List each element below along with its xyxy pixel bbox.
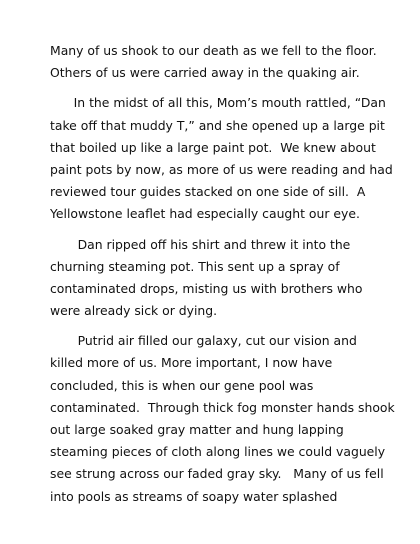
paragraph-line: Dan ripped off his shirt and threw it into the <box>50 236 351 252</box>
paragraph-line: out large soaked gray matter and hung lapping <box>50 422 344 437</box>
paragraph-line: contaminated. Through thick fog monster hands shook <box>50 399 395 415</box>
paragraph-line: take off that muddy T,” and she opened up a large pit <box>50 117 385 133</box>
document-body <box>50 40 395 508</box>
paragraph-line: killed more of us. More important, I now have <box>50 355 333 371</box>
paragraph-line: In the midst of all this, Mom’s mouth rattled, “Dan <box>50 95 386 111</box>
paragraph-line: concluded, this is when our gene pool was <box>50 377 314 393</box>
paragraph-2 <box>50 92 395 225</box>
paragraph-line: see strung across our faded gray sky. Many of us fell <box>50 466 384 482</box>
paragraph-line: Yellowstone leaflet had especially caught our eye. <box>50 206 360 222</box>
paragraph-line: Many of us shook to our death as we fell to the floor. <box>50 43 377 58</box>
paragraph-line: churning steaming pot. This sent up a spray of <box>50 258 340 274</box>
paragraph-3 <box>50 234 395 323</box>
paragraph-1 <box>50 40 395 84</box>
paragraph-line: paint pots by now, as more of us were reading and had <box>50 161 393 177</box>
paragraph-4 <box>50 330 395 508</box>
paragraph-gap <box>50 226 395 234</box>
paragraph-gap <box>50 322 395 330</box>
paragraph-line: Others of us were carried away in the quaking air. <box>50 65 360 81</box>
paragraph-line: that boiled up like a large paint pot. We knew about <box>50 139 376 155</box>
paragraph-line: Putrid air filled our galaxy, cut our vision and <box>50 333 357 349</box>
paragraph-gap <box>50 84 395 92</box>
paragraph-line: into pools as streams of soapy water splashed <box>50 488 338 504</box>
paragraph-line: were already sick or dying. <box>50 303 218 319</box>
paragraph-line: steaming pieces of cloth along lines we could vaguely <box>50 444 386 460</box>
paragraph-line: reviewed tour guides stacked on one side of sill. A <box>50 184 366 200</box>
paragraph-line: contaminated drops, misting us with brothers who <box>50 280 363 296</box>
